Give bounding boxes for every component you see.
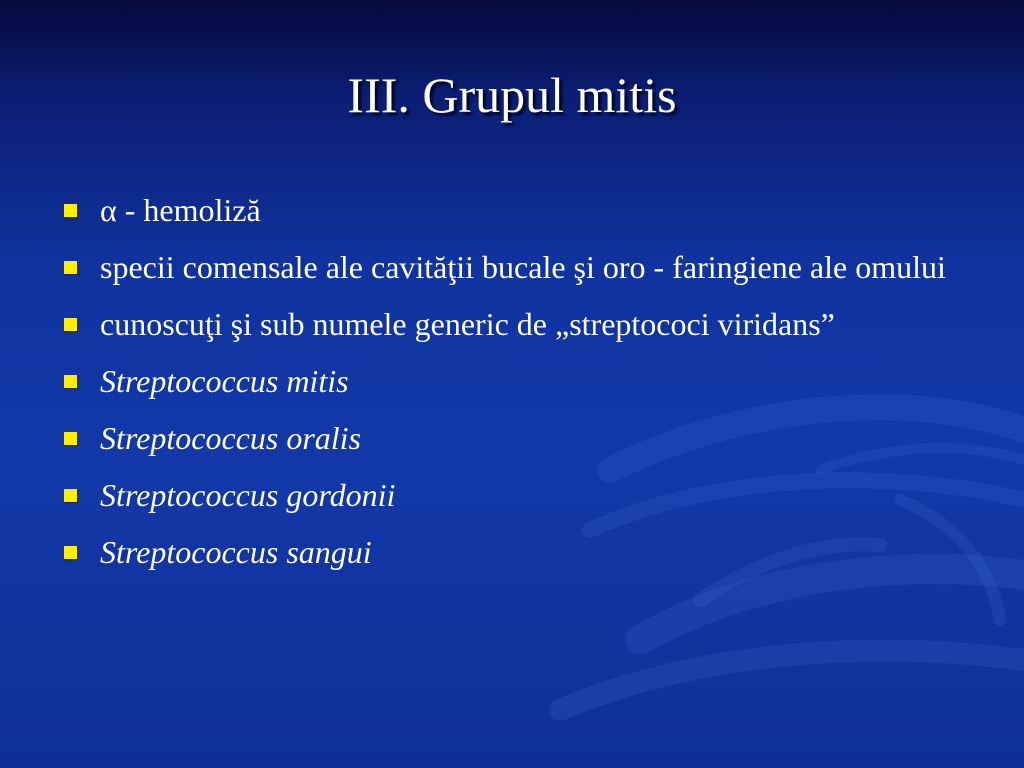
bullet-item-species: [58, 359, 958, 403]
square-bullet-icon: [64, 432, 77, 445]
square-bullet-icon: [64, 489, 77, 502]
bullet-text: Streptococcus gordonii: [100, 477, 396, 513]
bullet-item: [58, 302, 958, 346]
bullet-item-species: [58, 416, 958, 460]
slide-title: III. Grupul mitis: [347, 67, 677, 123]
bullet-item: [58, 188, 958, 232]
bullet-item-species: [58, 530, 958, 574]
bullet-text: cunoscuţi şi sub numele generic de „streptococi viridans”: [100, 306, 835, 342]
square-bullet-icon: [64, 261, 77, 274]
bullet-text: Streptococcus sangui: [100, 534, 372, 570]
bullet-text: specii comensale ale cavităţii bucale şi oro - faringiene ale omului: [100, 249, 946, 285]
bullet-text: α - hemoliză: [100, 192, 261, 228]
bullet-text: Streptococcus mitis: [100, 363, 349, 399]
bullet-item: [58, 245, 958, 289]
square-bullet-icon: [64, 546, 77, 559]
square-bullet-icon: [64, 318, 77, 331]
bullet-text: Streptococcus oralis: [100, 420, 361, 456]
square-bullet-icon: [64, 375, 77, 388]
square-bullet-icon: [64, 204, 77, 217]
bullet-item-species: [58, 473, 958, 517]
bullet-list: [58, 188, 958, 587]
